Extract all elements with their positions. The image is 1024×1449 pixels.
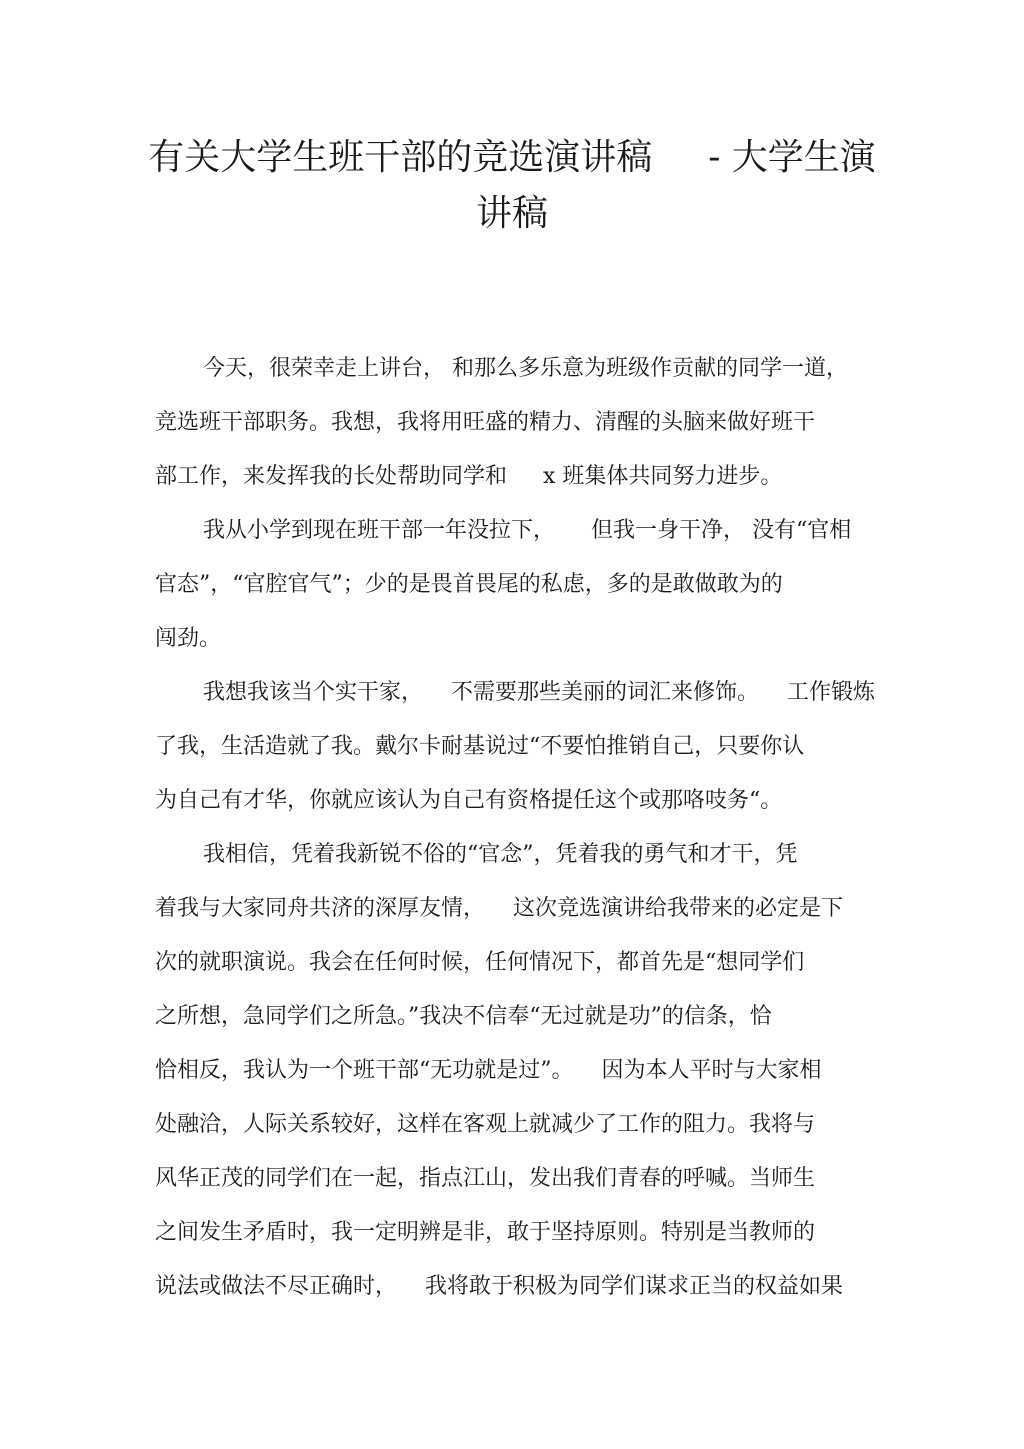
body-line: [155, 504, 875, 558]
body-text: 着我与大家同舟共济的深厚友情，: [155, 896, 486, 921]
body-line: 闯劲。: [155, 626, 222, 651]
body-line: 为自己有才华，你就应该认为自己有资格提任这个或那咯吱务“。: [155, 788, 783, 813]
body-line: [155, 1260, 875, 1314]
body-line: 风华正茂的同学们在一起，指点江山，发出我们青春的呼喊。当师生: [155, 1166, 816, 1191]
document-title: [140, 130, 884, 242]
title-line-1: [140, 130, 884, 186]
body-line: 之所想，急同学们之所急。”我决不信奉“无过就是功”的信条，恰: [155, 1004, 772, 1029]
body-text: 我将敢于积极为同学们谋求正当的权益如果: [425, 1274, 844, 1299]
body-line: [155, 450, 875, 504]
body-text: 因为本人平时与大家相: [601, 1058, 822, 1083]
body-line: 我相信，凭着我新锐不俗的“官念”，凭着我的勇气和才干，凭: [203, 842, 798, 867]
body-line: 次的就职演说。我会在任何时候，任何情况下，都首先是“想同学们: [155, 950, 805, 975]
body-text: x 班集体共同努力进步。: [543, 464, 783, 489]
body-line: 了我，生活造就了我。戴尔卡耐基说过“不要怕推销自己，只要你认: [155, 734, 805, 759]
title-suffix: - 大学生演: [708, 137, 876, 178]
title-line-2: 讲稿: [475, 193, 548, 234]
body-line: 处融洽，人际关系较好，这样在客观上就减少了工作的阻力。我将与: [155, 1112, 816, 1137]
body-text: 我想我该当个实干家，: [203, 680, 424, 705]
body-line: 之间发生矛盾时，我一定明辨是非，敢于坚持原则。特别是当教师的: [155, 1220, 816, 1245]
body-text: 这次竞选演讲给我带来的必定是下: [513, 896, 844, 921]
title-main: 有关大学生班干部的竞选演讲稿: [148, 137, 653, 178]
body-line: [155, 882, 875, 936]
body-line: 今天，很荣幸走上讲台， 和那么多乐意为班级作贡献的同学一道，: [203, 356, 848, 381]
body-text: 恰相反，我认为一个班干部“无功就是过”。: [155, 1058, 574, 1083]
body-text: 工作锻炼: [787, 680, 876, 705]
body-line: [155, 666, 875, 720]
body-text: 说法或做法不尽正确时，: [155, 1274, 398, 1299]
body-text: 部工作，来发挥我的长处帮助同学和: [155, 464, 508, 489]
document-body: [155, 342, 875, 1314]
body-text: 我从小学到现在班干部一年没拉下，: [203, 518, 556, 543]
body-line: 官态”，“官腔官气”；少的是畏首畏尾的私虑，多的是敢做敢为的: [155, 572, 783, 597]
body-line: [155, 1044, 875, 1098]
body-text: 但我一身干净， 没有“官相: [591, 518, 852, 543]
body-line: 竞选班干部职务。我想，我将用旺盛的精力、清醒的头脑来做好班干: [155, 410, 816, 435]
body-text: 不需要那些美丽的词汇来修饰。: [451, 680, 760, 705]
